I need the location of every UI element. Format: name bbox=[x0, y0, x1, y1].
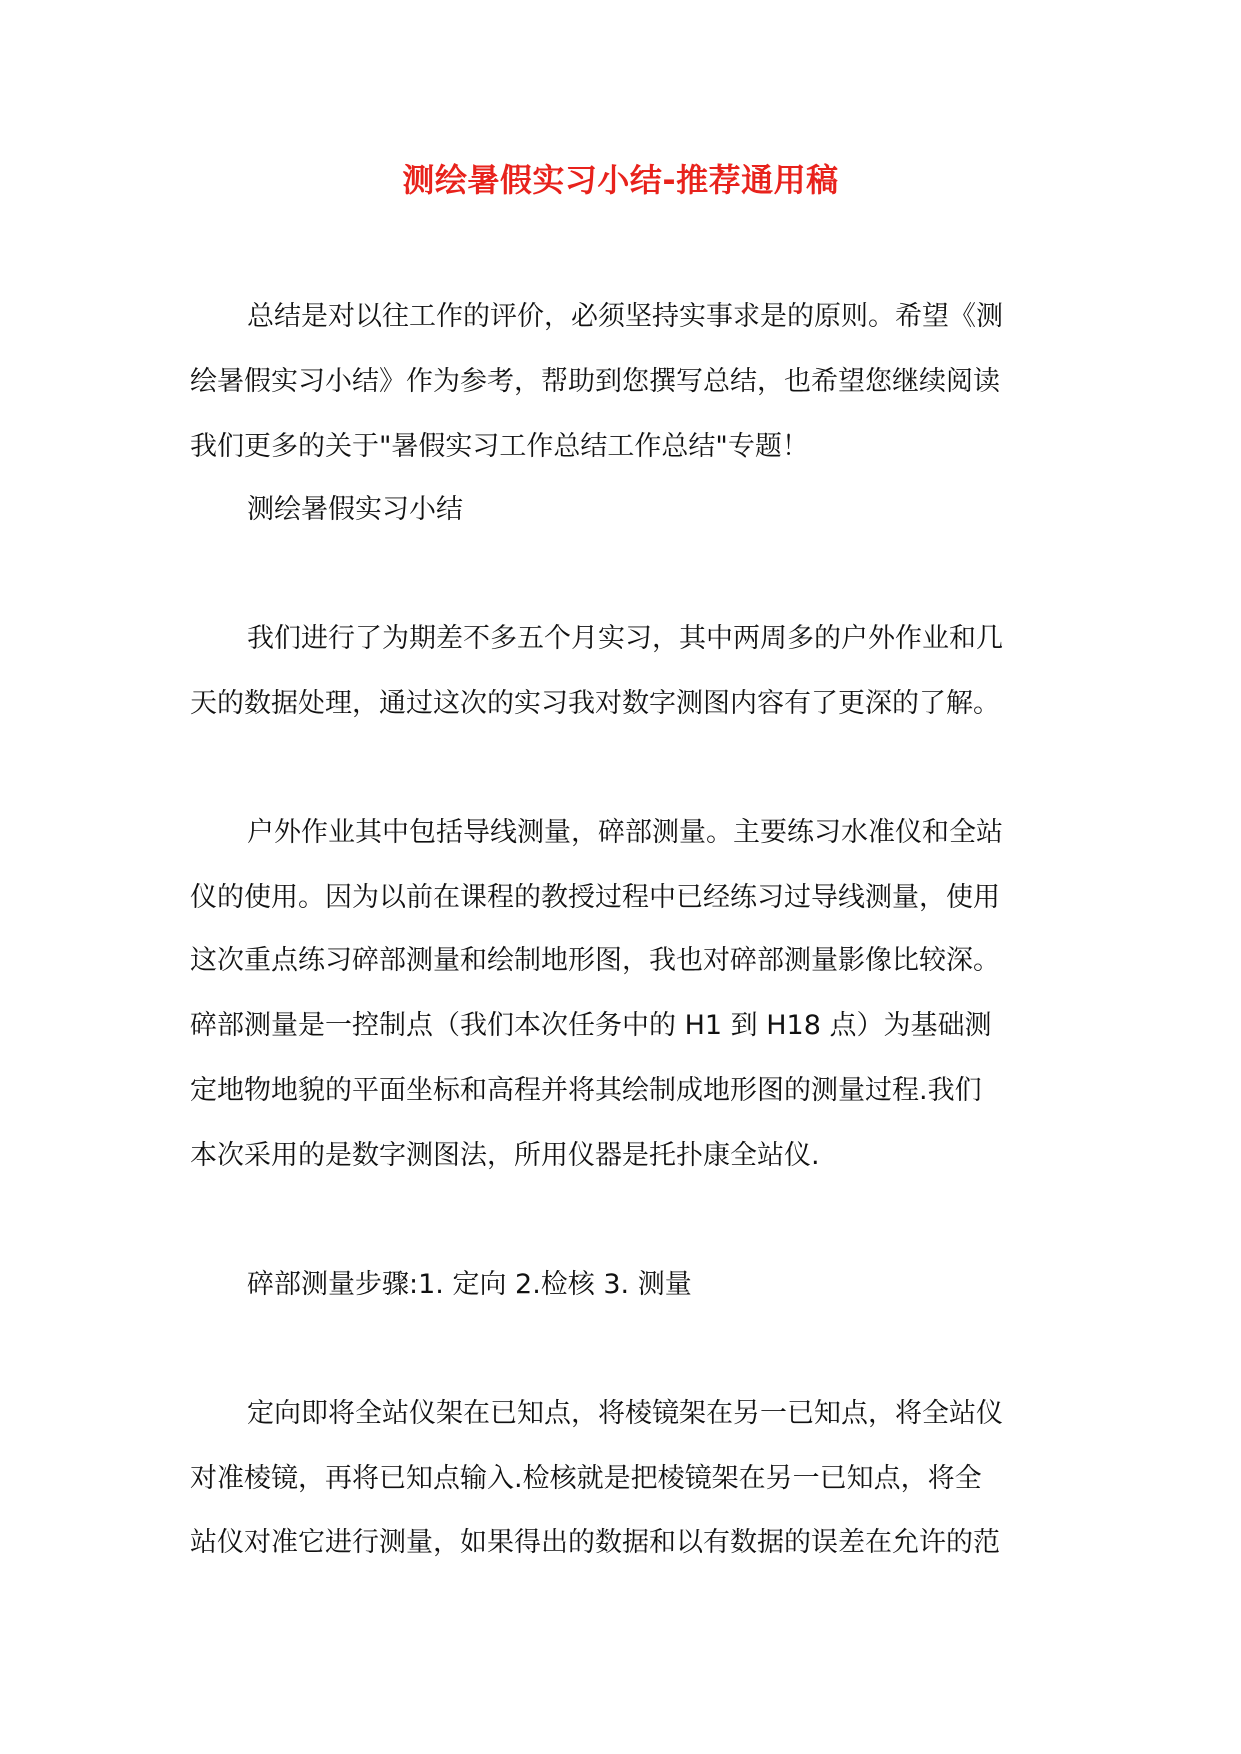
paragraph-2-line-3: 这次重点练习碎部测量和绘制地形图，我也对碎部测量影像比较深。 bbox=[190, 945, 1000, 976]
paragraph-2-line-6: 本次采用的是数字测图法，所用仪器是托扑康全站仪. bbox=[190, 1140, 820, 1171]
paragraph-2-line-1: 户外作业其中包括导线测量，碎部测量。主要练习水准仪和全站 bbox=[247, 817, 1003, 848]
intro-paragraph-line-1: 总结是对以往工作的评价，必须坚持实事求是的原则。希望《测 bbox=[247, 301, 1003, 332]
steps-line: 碎部测量步骤:1. 定向 2.检核 3. 测量 bbox=[247, 1269, 692, 1300]
paragraph-1-line-1: 我们进行了为期差不多五个月实习，其中两周多的户外作业和几 bbox=[247, 623, 1003, 654]
intro-paragraph-line-2: 绘暑假实习小结》作为参考，帮助到您撰写总结，也希望您继续阅读 bbox=[190, 366, 1000, 397]
paragraph-2-line-4: 碎部测量是一控制点（我们本次任务中的 H1 到 H18 点）为基础测 bbox=[190, 1010, 992, 1041]
paragraph-3-line-1: 定向即将全站仪架在已知点，将棱镜架在另一已知点，将全站仪 bbox=[247, 1398, 1003, 1429]
intro-paragraph-line-3: 我们更多的关于"暑假实习工作总结工作总结"专题！ bbox=[190, 431, 809, 462]
section-heading: 测绘暑假实习小结 bbox=[247, 494, 463, 525]
paragraph-1-line-2: 天的数据处理，通过这次的实习我对数字测图内容有了更深的了解。 bbox=[190, 688, 1000, 719]
paragraph-3-line-3: 站仪对准它进行测量，如果得出的数据和以有数据的误差在允许的范 bbox=[190, 1527, 1000, 1558]
paragraph-2-line-2: 仪的使用。因为以前在课程的教授过程中已经练习过导线测量，使用 bbox=[190, 882, 1000, 913]
document-title: 测绘暑假实习小结-推荐通用稿 bbox=[402, 161, 839, 199]
paragraph-3-line-2: 对准棱镜，再将已知点输入.检核就是把棱镜架在另一已知点，将全 bbox=[190, 1463, 982, 1494]
paragraph-2-line-5: 定地物地貌的平面坐标和高程并将其绘制成地形图的测量过程.我们 bbox=[190, 1075, 982, 1106]
